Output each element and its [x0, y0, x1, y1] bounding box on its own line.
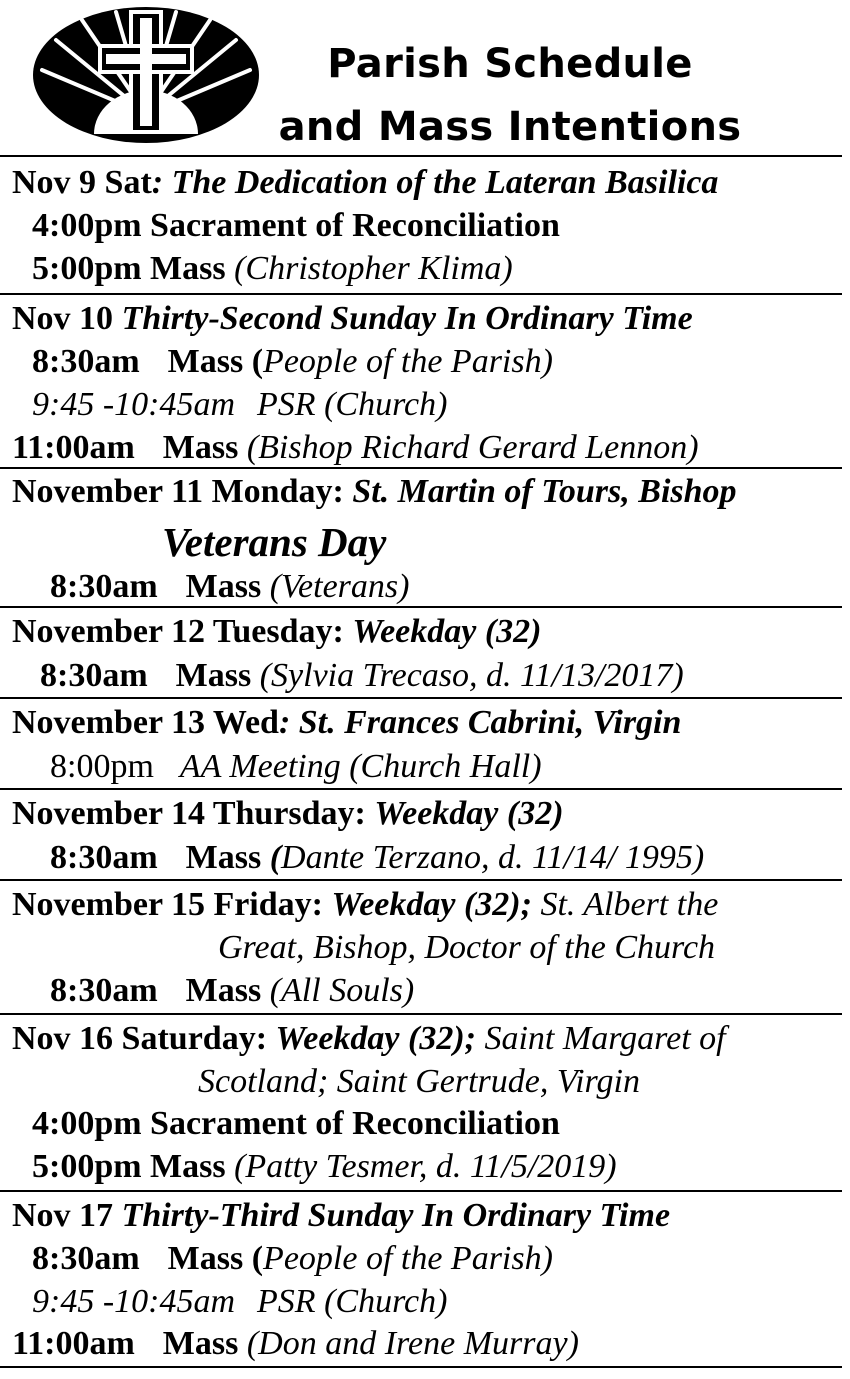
- day-heading-nov-15: November 15 Friday: Weekday (32); St. Albert the: [12, 886, 719, 923]
- veterans-day-heading: Veterans Day: [162, 519, 387, 565]
- page-title-line1: Parish Schedule: [327, 41, 693, 87]
- day-heading-nov-12: November 12 Tuesday: Weekday (32): [12, 613, 542, 650]
- schedule-line: Great, Bishop, Doctor of the Church: [218, 929, 716, 966]
- day-heading-nov-16: Nov 16 Saturday: Weekday (32); Saint Margaret of: [12, 1020, 726, 1057]
- day-heading-nov-17: Nov 17 Thirty-Third Sunday In Ordinary Time: [12, 1197, 671, 1234]
- divider: [0, 697, 842, 699]
- divider: [0, 606, 842, 608]
- day-heading-nov-11: November 11 Monday: St. Martin of Tours, Bishop: [12, 473, 737, 510]
- divider: [0, 293, 842, 295]
- day-heading-nov-9: Nov 9 Sat: The Dedication of the Lateran Basilica: [12, 164, 719, 201]
- day-heading-nov-14: November 14 Thursday: Weekday (32): [12, 795, 564, 832]
- schedule-line: 4:00pm Sacrament of Reconciliation: [32, 1105, 560, 1142]
- divider: [0, 1366, 842, 1368]
- schedule-line: 8:30am Mass (Dante Terzano, d. 11/14/ 1995): [50, 839, 705, 876]
- schedule-line: 8:00pm AA Meeting (Church Hall): [50, 748, 542, 785]
- divider: [0, 879, 842, 881]
- cross-sunrise-icon: [32, 6, 260, 144]
- schedule-line: 5:00pm Mass (Patty Tesmer, d. 11/5/2019): [32, 1148, 617, 1185]
- divider: [0, 155, 842, 157]
- schedule-line: 8:30am Mass (Sylvia Trecaso, d. 11/13/2017): [40, 657, 684, 694]
- divider: [0, 1190, 842, 1192]
- schedule-line: 9:45 -10:45am PSR (Church): [32, 1283, 448, 1320]
- schedule-line: 4:00pm Sacrament of Reconciliation: [32, 207, 560, 244]
- schedule-line: 8:30am Mass (Veterans): [50, 568, 410, 605]
- schedule-line: 9:45 -10:45am PSR (Church): [32, 386, 448, 423]
- divider: [0, 467, 842, 469]
- schedule-line: 8:30am Mass (People of the Parish): [32, 1240, 553, 1277]
- schedule-line: 11:00am Mass (Bishop Richard Gerard Lennon): [12, 429, 699, 466]
- header: [0, 0, 850, 155]
- schedule-line: 5:00pm Mass (Christopher Klima): [32, 250, 513, 287]
- day-heading-nov-13: November 13 Wed: St. Frances Cabrini, Virgin: [12, 704, 682, 741]
- page-title-line2: and Mass Intentions: [278, 104, 742, 150]
- schedule-line: 11:00am Mass (Don and Irene Murray): [12, 1325, 579, 1362]
- schedule-line: Scotland; Saint Gertrude, Virgin: [198, 1063, 640, 1100]
- schedule-line: 8:30am Mass (All Souls): [50, 972, 415, 1009]
- schedule-line: 8:30am Mass (People of the Parish): [32, 343, 553, 380]
- divider: [0, 1013, 842, 1015]
- divider: [0, 788, 842, 790]
- day-heading-nov-10: Nov 10 Thirty-Second Sunday In Ordinary Time: [12, 300, 693, 337]
